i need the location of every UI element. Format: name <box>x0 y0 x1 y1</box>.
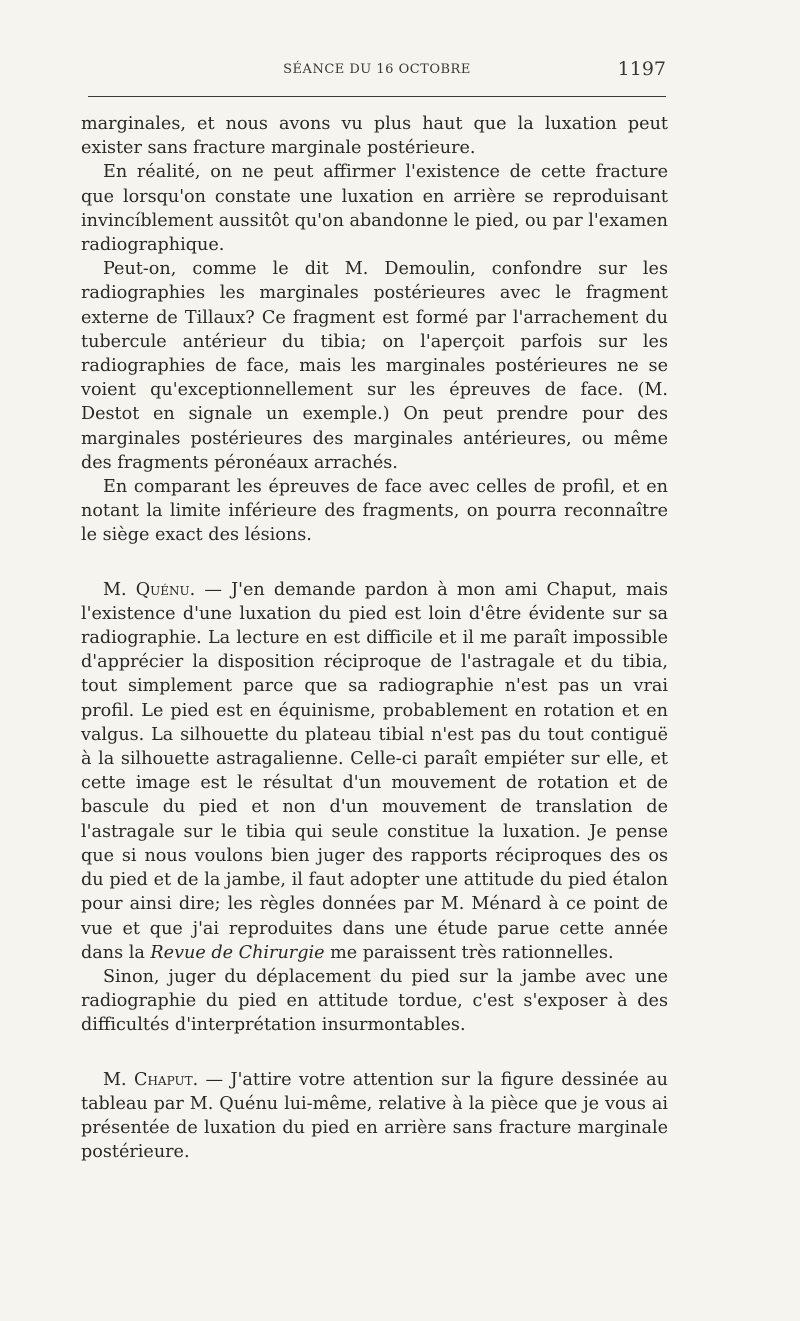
paragraph <box>81 160 668 257</box>
section-gap <box>81 1038 668 1068</box>
paragraph-text: Peut-on, comme le dit M. Demoulin, confondre sur les radiographies les marginales postérieures avec le fragment externe de Tillaux? Ce fragment est formé par l'arrachement du tubercule antérieur du tibia; on l'aperçoit parfois sur les radiographies de face, mais les marginales postérieures ne se voient qu'exceptionnellement sur les épreuves de face. (M. Destot en signale un exemple.) On peut prendre pour des marginales postérieures des marginales antérieures, ou même des fragments péronéaux arrachés. <box>81 259 668 473</box>
body-text <box>81 112 668 1164</box>
journal-title: Revue de Chirurgie <box>150 942 325 963</box>
paragraph-text: Sinon, juger du déplacement du pied sur la jambe avec une radiographie du pied en attitude tordue, c'est s'exposer à des difficultés d'interprétation insurmontables. <box>81 966 668 1036</box>
paragraph <box>81 965 668 1038</box>
paragraph-text: — J'attire votre attention sur la figure dessinée au tableau par M. Quénu lui-même, relative à la pièce que je vous ai présentée de luxation du pied en arrière sans fracture marginale postérieure. <box>81 1069 668 1163</box>
paragraph-text: marginales, et nous avons vu plus haut que la luxation peut exister sans fracture marginale postérieure. <box>81 114 668 159</box>
section-gap <box>81 548 668 578</box>
paragraph-continuation <box>81 112 668 160</box>
running-title: SÉANCE DU 16 OCTOBRE <box>283 62 471 77</box>
speaker-name: M. Chaput. <box>103 1069 199 1090</box>
page-number: 1197 <box>617 58 666 80</box>
paragraph-text: En réalité, on ne peut affirmer l'existence de cette fracture que lorsqu'on constate une luxation en arrière se reproduisant invincíblement aussitôt qu'on abandonne le pied, ou par l'examen radiographique. <box>81 162 668 256</box>
paragraph <box>81 257 668 475</box>
page-header <box>88 58 666 84</box>
paragraph <box>81 475 668 548</box>
speaker-name: M. Quénu. <box>103 579 196 600</box>
paragraph-chaput <box>81 1068 668 1165</box>
paragraph-quenu <box>81 578 668 965</box>
paragraph-text: En comparant les épreuves de face avec celles de profil, et en notant la limite inférieure des fragments, on pourra reconnaître le siège exact des lésions. <box>81 477 668 546</box>
paragraph-text-end: me paraissent très rationnelles. <box>324 942 614 963</box>
header-rule <box>88 96 666 97</box>
paragraph-text: — J'en demande pardon à mon ami Chaput, mais l'existence d'une luxation du pied est loin d'être évidente sur sa radiographie. La lecture en est difficile et il me paraît impossible d'apprécier la disposition réciproque de l'astragale et du tibia, tout simplement parce que sa radiographie n'est pas un vrai profil. Le pied est en équinisme, probablement en rotation et en valgus. La silhouette du plateau tibial n'est pas du tout contiguë à la silhouette astragalienne. Celle-ci paraît empiéter sur elle, et cette image est le résultat d'un mouvement de rotation et de bascule du pied et non d'un mouvement de translation de l'astragale sur le tibia qui seule constitue la luxation. Je pense que si nous voulons bien juger des rapports réciproques des os du pied et de la jambe, il faut adopter une attitude du pied étalon pour ainsi dire; les règles données par M. Ménard à ce point de vue et que j'ai reproduites dans une étude parue cette année dans la <box>81 579 668 963</box>
